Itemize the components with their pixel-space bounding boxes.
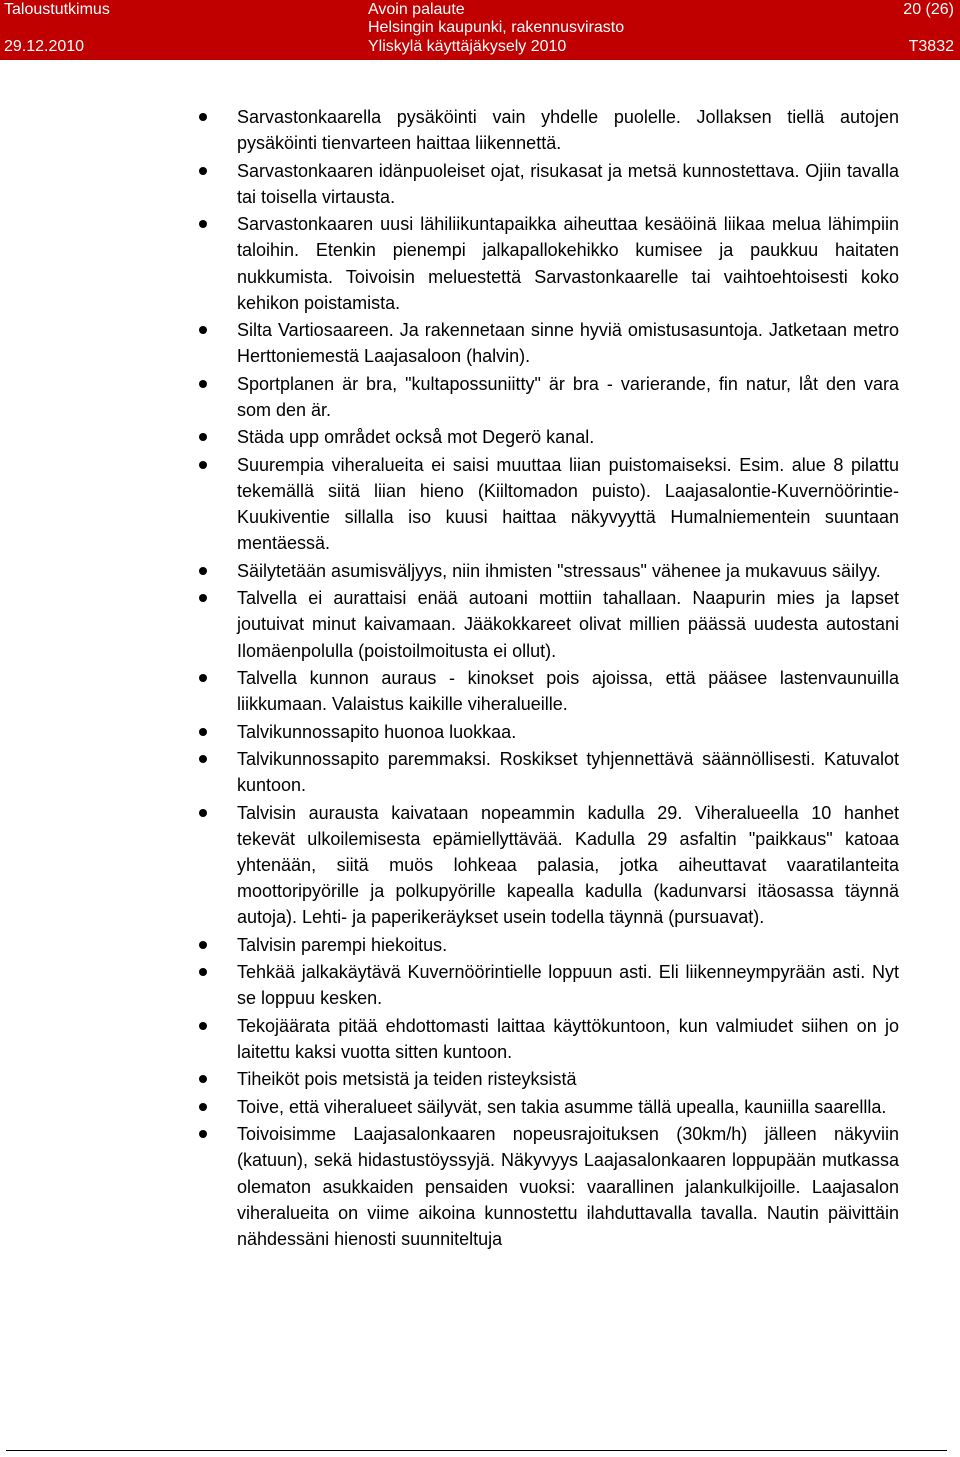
list-item-text: Suurempia viheralueita ei saisi muuttaa liian puistomaiseksi. Esim. alue 8 pilattu tekemällä siitä liian hieno (Kiiltomadon puisto). Laajasalontie-Kuvernöörintie-Kuukiventie sillalla iso kuusi haittaa näkyvyyttä Humalniementein suuntaan mentäessä. [237, 454, 899, 554]
list-item-text: Tekojäärata pitää ehdottomasti laittaa käyttökuntoon, kun valmiudet siihen on jo laitettu kaksi vuotta sitten kuntoon. [237, 1015, 899, 1062]
bullet-icon [199, 433, 207, 441]
bullet-icon [199, 326, 207, 334]
bullet-icon [199, 968, 207, 976]
bullet-icon [199, 1022, 207, 1030]
list-item-text: Talvella kunnon auraus - kinokset pois ajoissa, että pääsee lastenvaunuilla liikkumaan. Valaistus kaikille viheralueille. [237, 667, 899, 715]
header-survey-name: Yliskylä käyttäjäkysely 2010 [368, 38, 567, 55]
bullet-icon [199, 220, 207, 228]
list-item-text: Toivoisimme Laajasalonkaaren nopeusrajoituksen (30km/h) jälleen näkyviin (katuun), sekä hidastustöyssyjä. Näkyvyys Laajasalonkaaren loppupään mutkassa olematon asukkaiden pensaiden vuoksi: vaarallinen jalankulkijoille. Laajasalon viheralueita on viime aikoina kunnostettu ilahduttavalla tavalla. Nautin päivittäin nähdessäni hienosti suunniteltuja [237, 1124, 899, 1249]
list-item [0, 104, 899, 156]
list-item-text: Sarvastonkaaren uusi lähiliikuntapaikka aiheuttaa kesäöinä liikaa melua lähimpiin taloihin. Etenkin pienempi jalkapallokehikko kumisee ja paukkuu haitaten nukkumista. Toivoisin meluestettä Sarvastonkaarelle tai vaihtoehtoisesti koko kehikon poistamista. [237, 214, 899, 313]
list-item [0, 800, 899, 931]
list-item [0, 719, 899, 745]
bullet-icon [199, 809, 207, 817]
list-item [0, 158, 899, 210]
bullet-icon [199, 113, 207, 121]
bullet-icon [199, 167, 207, 175]
list-item-text: Silta Vartiosaareen. Ja rakennetaan sinne hyviä omistusasuntoja. Jatketaan metro Herttoniemestä Laajasaloon (halvin). [237, 320, 899, 367]
list-item [0, 1066, 899, 1092]
list-item-text: Säilytetään asumisväljyys, niin ihmisten "stressaus" vähenee ja mukavuus säilyy. [237, 560, 881, 581]
header-project-code: T3832 [908, 38, 954, 55]
list-item [0, 1121, 899, 1252]
list-item [0, 1013, 899, 1065]
bullet-icon [199, 674, 207, 682]
list-item-text: Sarvastonkaaren idänpuoleiset ojat, risukasat ja metsä kunnostettava. Ojiin tavalla tai toisella virtausta. [237, 160, 899, 207]
bullet-icon [199, 1130, 207, 1138]
bullet-icon [199, 1103, 207, 1111]
list-item-text: Tehkää jalkakäytävä Kuvernöörintielle loppuun asti. Eli liikenneympyrään asti. Nyt se loppuu kesken. [237, 962, 899, 1009]
list-item [0, 424, 899, 450]
list-item [0, 585, 899, 664]
header-client: Helsingin kaupunki, rakennusvirasto [368, 19, 625, 36]
list-item-text: Talvikunnossapito paremmaksi. Roskikset tyhjennettävä säännöllisesti. Katuvalot kuntoon. [237, 748, 899, 796]
bullet-icon [199, 755, 207, 763]
bullet-icon [199, 461, 207, 469]
document-body [0, 104, 960, 1253]
list-item [0, 452, 899, 557]
list-item [0, 371, 899, 423]
list-item [0, 746, 899, 798]
list-item [0, 932, 899, 958]
bullet-icon [199, 728, 207, 736]
list-item [0, 959, 899, 1011]
list-item [0, 211, 899, 316]
header-page-number: 20 (26) [903, 1, 954, 18]
bullet-icon [199, 1075, 207, 1083]
list-item-text: Städa upp området också mot Degerö kanal. [237, 427, 595, 448]
list-item-text: Sarvastonkaarella pysäköinti vain yhdelle puolelle. Jollaksen tiellä autojen pysäköinti tienvarteen haittaa liikennettä. [237, 107, 899, 154]
document-header [0, 0, 960, 60]
list-item-text: Toive, että viheralueet säilyvät, sen takia asumme tällä upealla, kauniilla saarellla. [237, 1096, 887, 1117]
list-item-text: Tiheiköt pois metsistä ja teiden risteyksistä [237, 1069, 577, 1090]
bullet-icon [199, 567, 207, 575]
header-date: 29.12.2010 [4, 38, 85, 55]
bullet-icon [199, 594, 207, 602]
header-company: Taloustutkimus [4, 1, 110, 18]
list-item [0, 317, 899, 369]
list-item-text: Talvella ei aurattaisi enää autoani mottiin tahallaan. Naapurin mies ja lapset joutuivat minut kaivamaan. Jääkokkareet olivat millien päässä uudesta autostani Ilomäenpolulla (poistoilmoitusta ei ollut). [237, 588, 899, 661]
list-item-text: Talvisin aurausta kaivataan nopeammin kadulla 29. Viheralueella 10 hanhet tekevät ulkoilemisesta epämiellyttävää. Kadulla 29 asfaltin "paikkaus" katoaa yhtenään, siitä muös lohkeaa palasia, jotka aiheuttavat vaaratilanteita moottoripyörille ja polkupyörille kapealla kadulla (kadunvarsi itäosassa täynnä autoja). Lehti- ja paperikeräykset usein todella täynnä (pursuavat). [237, 802, 899, 928]
bullet-icon [199, 380, 207, 388]
feedback-list [0, 104, 960, 1252]
list-item-text: Sportplanen är bra, "kultapossuniitty" är bra - varierande, fin natur, låt den vara som den är. [237, 373, 899, 420]
footer-divider [6, 1450, 947, 1451]
list-item [0, 1094, 899, 1120]
list-item-text: Talvikunnossapito huonoa luokkaa. [237, 721, 517, 742]
list-item-text: Talvisin parempi hiekoitus. [237, 934, 448, 955]
header-section-title: Avoin palaute [368, 1, 465, 18]
list-item [0, 558, 899, 584]
bullet-icon [199, 941, 207, 949]
list-item [0, 665, 899, 717]
